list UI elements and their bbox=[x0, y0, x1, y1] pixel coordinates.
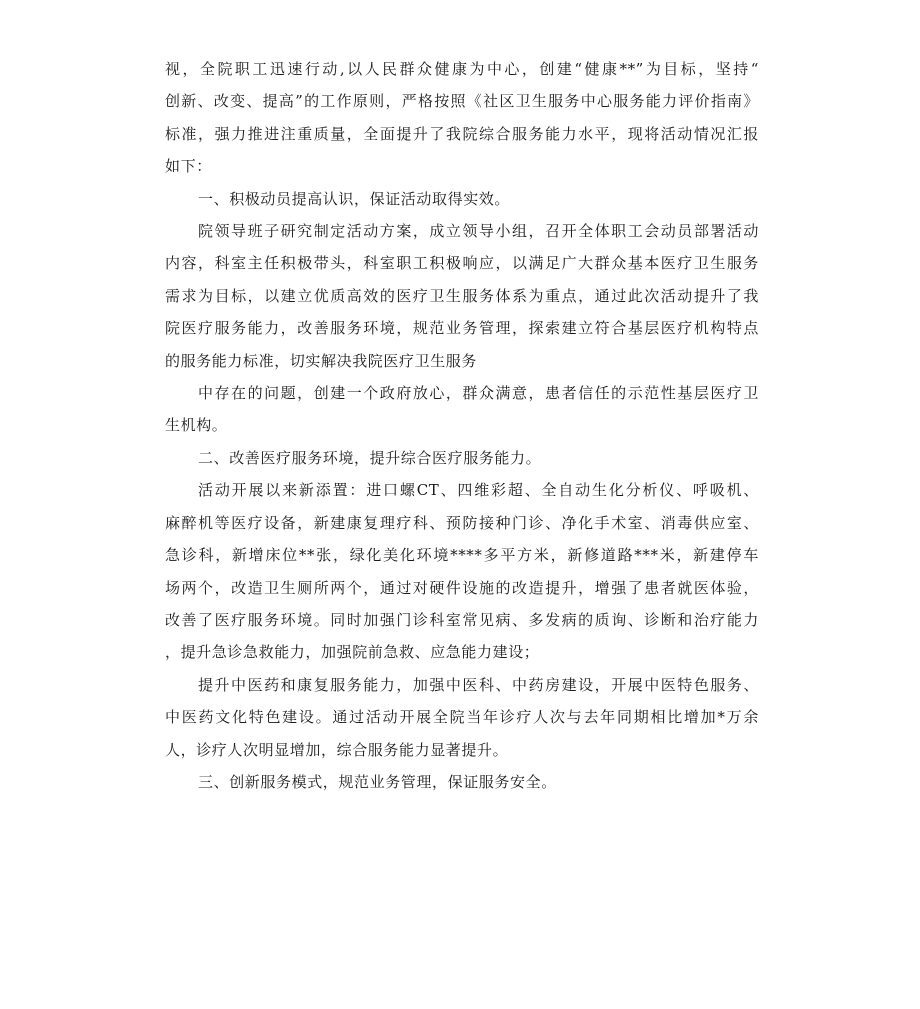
text-line: 如下： bbox=[165, 157, 212, 176]
text-line: 院医疗服务能力，改善服务环境，规范业务管理，探索建立符合基层医疗机构特点 bbox=[165, 319, 759, 338]
text-line: 麻醉机等医疗设备，新建康复理疗科、预防接种门诊、净化手术室、消毒供应室、 bbox=[165, 513, 759, 532]
text-line: 院领导班子研究制定活动方案，成立领导小组，召开全体职工会动员部署活动 bbox=[198, 222, 759, 241]
text-line: 提升中医药和康复服务能力，加强中医科、中药房建设，开展中医特色服务、 bbox=[198, 675, 759, 694]
text-line: 标准，强力推进注重质量，全面提升了我院综合服务能力水平，现将活动情况汇报 bbox=[165, 124, 759, 143]
text-line: 活动开展以来新添置：进口螺CT、四维彩超、全自动生化分析仪、呼吸机、 bbox=[198, 481, 759, 500]
text-line: 急诊科，新增床位**张，绿化美化环境****多平方米，新修道路***米，新建停车 bbox=[165, 546, 759, 565]
text-line: 改善了医疗服务环境。同时加强门诊科室常见病、多发病的质询、诊断和治疗能力 bbox=[165, 610, 759, 629]
text-line: 场两个，改造卫生厕所两个，通过对硬件设施的改造提升，增强了患者就医体验， bbox=[165, 578, 759, 597]
text-line: ，提升急诊急救能力，加强院前急救、应急能力建设； bbox=[165, 643, 540, 662]
text-line: 中存在的问题，创建一个政府放心，群众满意，患者信任的示范性基层医疗卫 bbox=[198, 384, 759, 403]
text-line: 人，诊疗人次明显增加，综合服务能力显著提升。 bbox=[165, 740, 509, 759]
text-line: 中医药文化特色建设。通过活动开展全院当年诊疗人次与去年同期相比增加*万余 bbox=[165, 708, 759, 727]
text-line: 生机构。 bbox=[165, 416, 228, 435]
document-body bbox=[165, 53, 759, 798]
section-heading-3: 三、创新服务模式，规范业务管理，保证服务安全。 bbox=[198, 772, 557, 791]
text-line: 视，全院职工迅速行动,以人民群众健康为中心，创建“健康**”为目标，坚持“ bbox=[165, 60, 759, 78]
text-line: 的服务能力标准，切实解决我院医疗卫生服务 bbox=[165, 351, 478, 370]
section-heading-1: 一、积极动员提高认识，保证活动取得实效。 bbox=[198, 189, 511, 208]
text-line: 需求为目标，以建立优质高效的医疗卫生服务体系为重点，通过此次活动提升了我 bbox=[165, 286, 759, 305]
text-line: 内容，科室主任积极带头，科室职工积极响应，以满足广大群众基本医疗卫生服务 bbox=[165, 254, 759, 273]
text-line: 创新、改变、提高”的工作原则，严格按照《社区卫生服务中心服务能力评价指南》 bbox=[165, 92, 759, 111]
section-heading-2: 二、改善医疗服务环境，提升综合医疗服务能力。 bbox=[198, 448, 542, 467]
